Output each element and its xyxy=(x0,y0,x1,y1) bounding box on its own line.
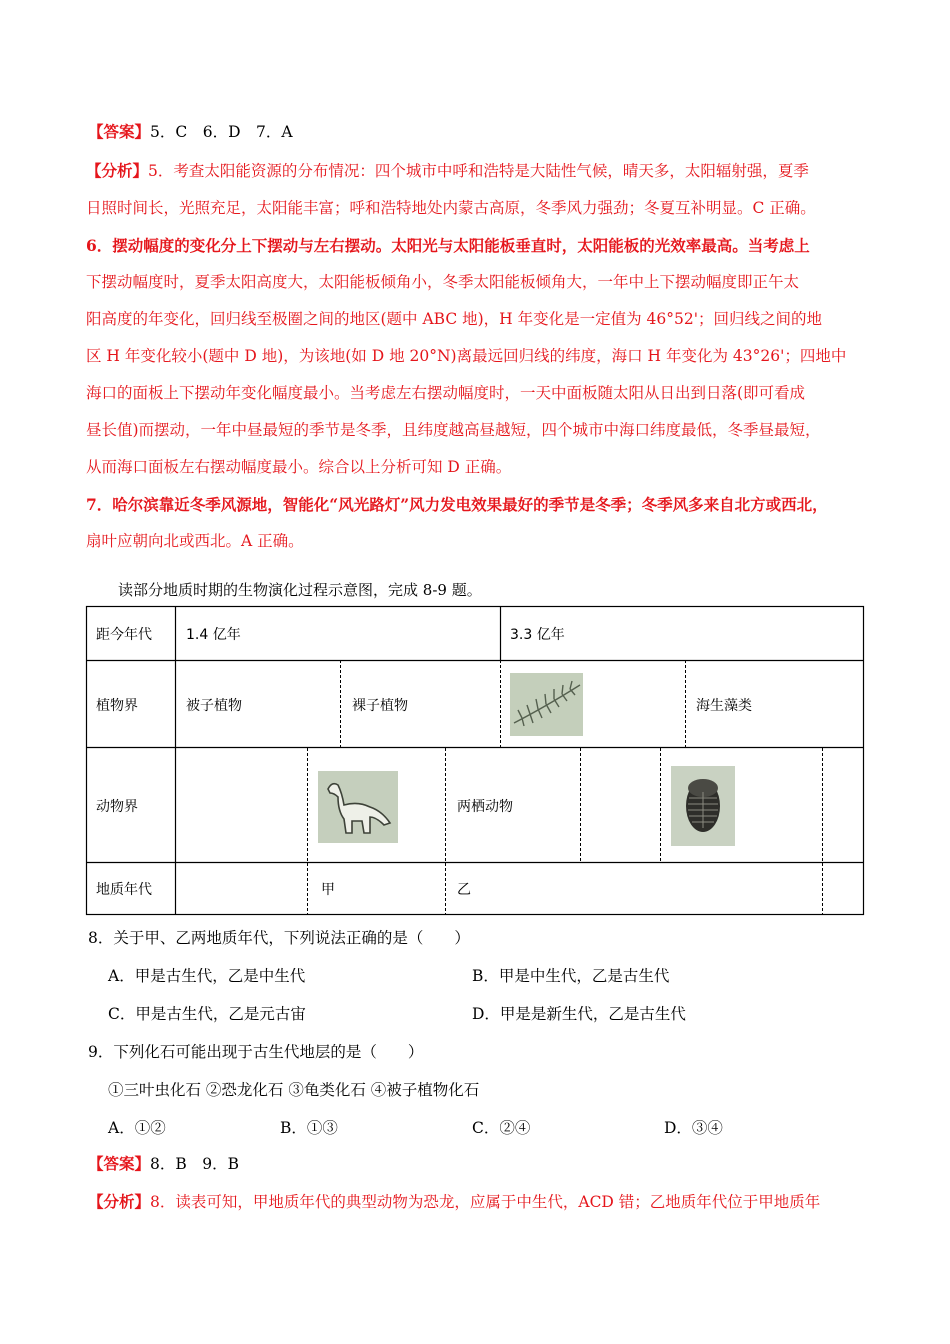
q8-option-d: D．甲是是新生代，乙是古生代 xyxy=(472,1005,686,1023)
age-b: 3.3 亿年 xyxy=(510,627,565,643)
trilobite-image xyxy=(671,766,735,846)
animal-amphibian: 两栖动物 xyxy=(457,799,513,815)
q9-option-c: C．②④ xyxy=(472,1119,531,1137)
era-jia: 甲 xyxy=(321,882,335,898)
q8-option-a: A．甲是古生代，乙是中生代 xyxy=(108,967,306,985)
question-9-stem: 9．下列化石可能出现于古生代地层的是（ ） xyxy=(88,1043,424,1061)
analysis-line-2 xyxy=(88,1192,868,1212)
analysis-line: 昼长值)而摆动，一年中昼最短的季节是冬季，且纬度越高昼越短，四个城市中海口纬度最低，冬季昼最短， xyxy=(86,421,821,439)
dinosaur-image xyxy=(318,771,398,843)
answer-line-2 xyxy=(88,1154,868,1174)
analysis-line: 从而海口面板左右摆动幅度最小。综合以上分析可知 D 正确。 xyxy=(86,458,512,476)
plant-angiosperm: 被子植物 xyxy=(186,698,242,714)
answer-tag: 【答案】 xyxy=(88,1154,151,1173)
analysis-tag: 【分析】 xyxy=(88,1192,151,1211)
analysis-tag: 【分析】 xyxy=(86,161,149,180)
answer-text: 8．B 9．B xyxy=(150,1155,240,1173)
analysis-line: 5．考查太阳能资源的分布情况：四个城市中呼和浩特是大陆性气候，晴天多，太阳辐射强，夏季 xyxy=(148,162,809,180)
row-label-plant: 植物界 xyxy=(96,698,138,714)
analysis-line: 下摆动幅度时，夏季太阳高度大，太阳能板倾角小，冬季太阳能板倾角大，一年中上下摆动幅度即正午太 xyxy=(86,273,800,291)
row-label-animal: 动物界 xyxy=(96,799,138,815)
fern-image xyxy=(510,673,583,736)
age-a: 1.4 亿年 xyxy=(186,627,241,643)
analysis-line: 6．摆动幅度的变化分上下摆动与左右摆动。太阳光与太阳能板垂直时，太阳能板的光效率最高。当考虑上 xyxy=(86,236,810,255)
answer-text: 5．C 6．D 7．A xyxy=(150,123,293,141)
q8-option-c: C．甲是古生代，乙是元古宙 xyxy=(108,1005,306,1023)
plant-gymnosperm: 裸子植物 xyxy=(352,698,408,714)
row-label-age: 距今年代 xyxy=(96,627,152,643)
q9-items: ①三叶虫化石 ②恐龙化石 ③龟类化石 ④被子植物化石 xyxy=(108,1081,480,1099)
answer-tag: 【答案】 xyxy=(88,122,151,141)
analysis-text: 8．读表可知，甲地质年代的典型动物为恐龙，应属于中生代，ACD 错；乙地质年代位于甲地质年 xyxy=(150,1193,821,1211)
q9-option-d: D．③④ xyxy=(664,1119,723,1137)
analysis-line: 日照时间长，光照充足，太阳能丰富；呼和浩特地处内蒙古高原，冬季风力强劲；冬夏互补明显。C 正确。 xyxy=(86,199,816,217)
row-label-era: 地质年代 xyxy=(96,882,152,898)
intro-text: 读部分地质时期的生物演化过程示意图，完成 8-9 题。 xyxy=(118,581,482,599)
analysis-line: 海口的面板上下摆动年变化幅度最小。当考虑左右摆动幅度时，一天中面板随太阳从日出到日落(即可看成 xyxy=(86,384,806,402)
analysis-line: 扇叶应朝向北或西北。A 正确。 xyxy=(86,532,304,550)
plant-algae: 海生藻类 xyxy=(696,698,752,714)
q9-option-b: B．①③ xyxy=(280,1119,338,1137)
analysis-line: 7．哈尔滨靠近冬季风源地，智能化“风光路灯”风力发电效果最好的季节是冬季；冬季风多来自北方或西北， xyxy=(86,495,828,514)
era-yi: 乙 xyxy=(457,882,471,898)
question-8-stem: 8．关于甲、乙两地质年代，下列说法正确的是（ ） xyxy=(88,929,470,947)
q8-option-b: B．甲是中生代，乙是古生代 xyxy=(472,967,670,985)
analysis-line: 区 H 年变化较小(题中 D 地)，为该地(如 D 地 20°N)离最远回归线的纬度，海口 H 年变化为 43°26'；四地中 xyxy=(86,347,847,365)
q9-option-a: A．①② xyxy=(108,1119,166,1137)
analysis-line: 阳高度的年变化，回归线至极圈之间的地区(题中 ABC 地)，H 年变化是一定值为 46°52'；回归线之间的地 xyxy=(86,310,823,328)
